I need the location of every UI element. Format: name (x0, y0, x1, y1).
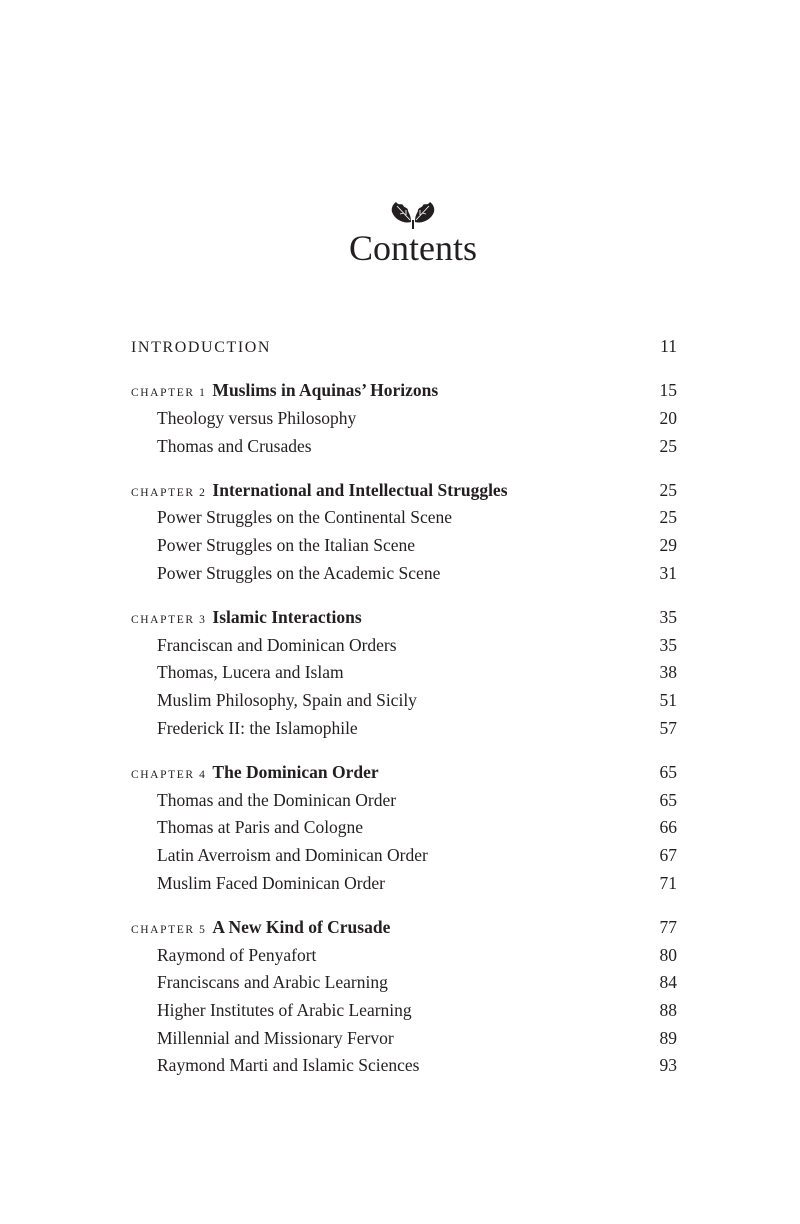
table-of-contents (131, 333, 677, 1080)
section-entry (131, 560, 677, 588)
section-page-number: 25 (659, 435, 677, 456)
introduction-page-number: 11 (660, 336, 677, 356)
section-page-number: 67 (659, 845, 677, 865)
section-title: Millennial and Missionary Fervor (157, 1027, 394, 1048)
section-title: Frederick II: the Islamophile (157, 717, 358, 738)
section-title: Thomas and the Dominican Order (157, 789, 397, 810)
section-entry (131, 687, 677, 715)
section-title: Higher Institutes of Arabic Learning (157, 999, 412, 1020)
section-page-number: 38 (659, 662, 677, 683)
section-entry (131, 405, 677, 433)
chapter-label: CHAPTER 3 (131, 614, 207, 626)
chapter-label: CHAPTER 5 (131, 923, 207, 936)
section-title: Muslim Faced Dominican Order (157, 872, 385, 893)
section-page-number: 80 (659, 944, 677, 965)
chapter-page-number: 77 (659, 916, 677, 937)
chapter-group (131, 914, 677, 1080)
chapter-group (131, 377, 677, 460)
chapter-page-number: 35 (659, 607, 677, 627)
section-title: Thomas and Crusades (157, 435, 312, 456)
section-entry (131, 870, 677, 898)
chapter-heading (131, 914, 677, 942)
section-page-number: 71 (659, 872, 677, 893)
section-page-number: 93 (659, 1055, 677, 1076)
section-title: Raymond Marti and Islamic Sciences (157, 1055, 420, 1076)
section-page-number: 25 (659, 507, 677, 528)
chapter-page-number: 25 (659, 479, 677, 500)
chapter-page-number: 65 (659, 761, 677, 782)
chapter-group (131, 604, 677, 742)
chapter-label: CHAPTER 1 (131, 387, 207, 400)
section-page-number: 20 (659, 407, 677, 428)
section-title: Franciscans and Arabic Learning (157, 972, 388, 993)
chapter-heading (131, 604, 677, 632)
chapter-title: The Dominican Order (212, 761, 379, 782)
section-entry (131, 659, 677, 687)
chapter-group (131, 477, 677, 588)
section-entry (131, 1025, 677, 1053)
page-title: Contents (348, 228, 477, 268)
chapter-label: CHAPTER 2 (131, 486, 207, 499)
section-page-number: 31 (659, 562, 677, 583)
chapter-title: Muslims in Aquinas’ Horizons (212, 380, 439, 401)
section-entry (131, 942, 677, 970)
section-entry (131, 1052, 677, 1080)
section-page-number: 66 (659, 817, 677, 838)
section-title: Theology versus Philosophy (157, 407, 357, 428)
section-page-number: 65 (659, 789, 677, 810)
section-page-number: 35 (659, 634, 677, 655)
section-title: Franciscan and Dominican Orders (157, 634, 397, 655)
section-entry (131, 715, 677, 743)
chapter-title: Islamic Interactions (212, 607, 362, 627)
section-title: Power Struggles on the Continental Scene (157, 507, 453, 528)
chapter-heading (131, 377, 677, 405)
section-title: Power Struggles on the Academic Scene (157, 562, 441, 583)
section-title: Thomas, Lucera and Islam (157, 662, 344, 683)
section-title: Power Struggles on the Italian Scene (157, 535, 416, 556)
section-title: Muslim Philosophy, Spain and Sicily (157, 690, 417, 711)
chapter-title: International and Intellectual Struggles (212, 479, 508, 500)
section-title: Latin Averroism and Dominican Order (157, 845, 428, 865)
section-entry (131, 433, 677, 461)
section-page-number: 57 (659, 717, 677, 738)
chapter-heading (131, 477, 677, 505)
section-page-number: 89 (659, 1027, 677, 1048)
section-title: Thomas at Paris and Cologne (157, 817, 364, 838)
section-entry (131, 787, 677, 815)
chapter-label: CHAPTER 4 (131, 768, 207, 781)
section-entry (131, 997, 677, 1025)
chapter-group (131, 759, 677, 897)
section-title: Raymond of Penyafort (157, 944, 317, 965)
section-entry (131, 842, 677, 870)
chapter-title: A New Kind of Crusade (212, 916, 391, 937)
section-page-number: 29 (659, 535, 677, 556)
chapter-heading (131, 759, 677, 787)
section-entry (131, 814, 677, 842)
section-page-number: 51 (659, 690, 677, 711)
chapter-page-number: 15 (659, 380, 677, 401)
section-entry (131, 532, 677, 560)
section-entry (131, 969, 677, 997)
section-entry (131, 504, 677, 532)
section-entry (131, 632, 677, 660)
section-page-number: 88 (659, 999, 677, 1020)
toc-introduction (131, 333, 677, 361)
section-page-number: 84 (659, 972, 677, 993)
introduction-label: INTRODUCTION (131, 339, 272, 356)
